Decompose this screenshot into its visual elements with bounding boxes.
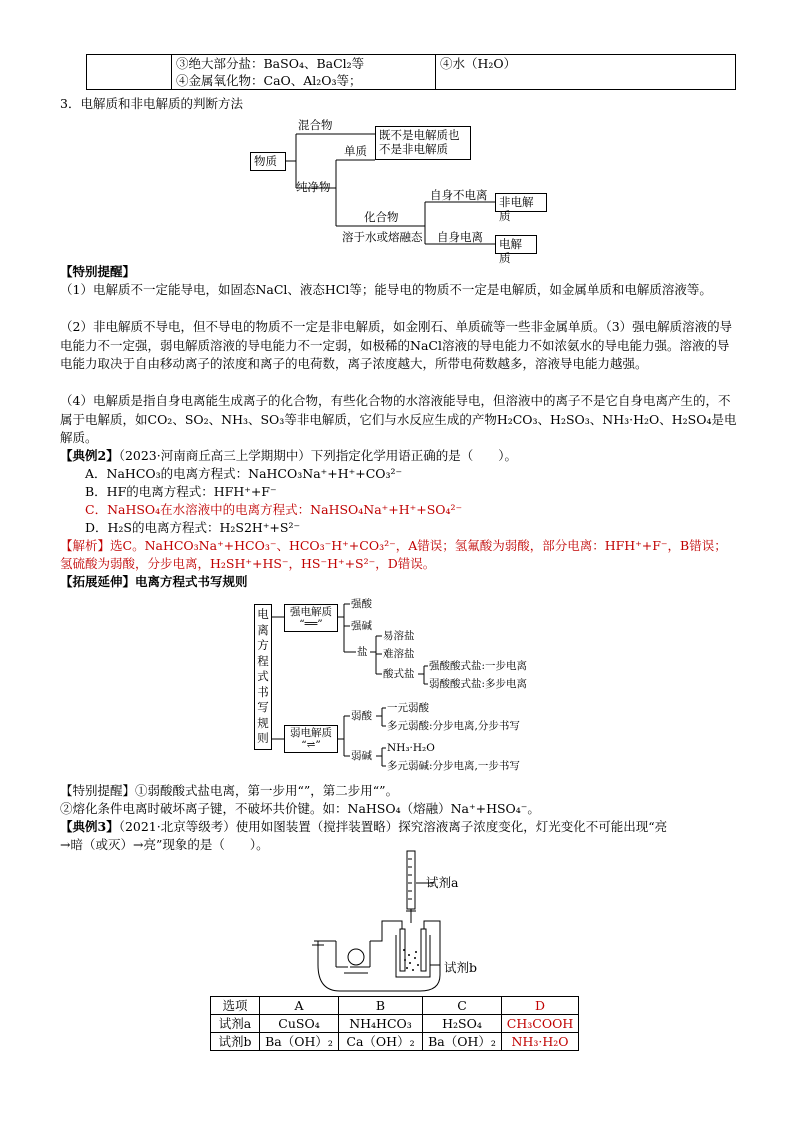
label-condition: 溶于水或熔融态	[342, 230, 423, 244]
polybasic-weak-base: 多元弱碱:分步电离,一步书写	[387, 760, 520, 772]
node-neither	[375, 126, 471, 160]
strong-electrolyte-box: 强电解质 “══”	[284, 604, 338, 632]
example3-line2: →暗（或灭）→亮”现象的是（ ）。	[60, 837, 269, 852]
table-row	[211, 1015, 579, 1033]
table-cell: H₂SO₄	[423, 1015, 502, 1033]
ammonia-water: NH₃·H₂O	[387, 742, 435, 754]
header-cell-answer: D	[502, 997, 579, 1015]
table-cell: NH₄HCO₃	[339, 1015, 423, 1033]
example3-label: 【典例3】	[60, 819, 119, 834]
example3-source: （2021·北京等级考）	[118, 819, 236, 834]
tip2-line2: ②熔化条件电离时破坏离子键，不破坏共价键。如：NaHSO₄（熔融）Na⁺+HSO₄⁻。	[60, 801, 540, 816]
option-c: C．NaHSO₄在水溶液中的电离方程式：NaHSO₄Na⁺+H⁺+SO₄²⁻	[85, 502, 463, 517]
salt: 盐	[357, 646, 368, 658]
reagent-b-label: 试剂b	[444, 960, 478, 975]
neither-line1: 既不是电解质也	[379, 128, 460, 142]
node-electrolyte: 电解质	[495, 235, 537, 254]
label-mixture: 混合物	[298, 118, 333, 132]
salts-line: ③绝大部分盐：BaSO₄、BaCl₂等	[176, 56, 365, 71]
label-self-ionize: 自身电离	[437, 230, 483, 244]
weak-electrolyte-box: 弱电解质 “⇌”	[284, 725, 338, 753]
ionization-rules-diagram	[252, 596, 542, 776]
strong-acid-salt-rule: 强酸酸式盐:一步电离	[429, 660, 528, 672]
table-cell-answer: CH₃COOH	[502, 1015, 579, 1033]
label-element: 单质	[344, 144, 367, 158]
header-cell: A	[260, 997, 339, 1015]
tip1-para2: （2）非电解质不导电，但不导电的物质不一定是非电解质，如金刚石、单质硫等一些非金属单质。（3）强电解质溶液的导电能力不一定强，弱电解质溶液的导电能力不一定弱，如极稀的NaCl溶液的导电能力不如浓氨水的导电能力强。溶液的导电能力取决于自由移动离子的浓度和离子的电荷数，离子浓度越大，所带电荷数越多，溶液导电能力越强。	[60, 319, 733, 371]
oxides-line: ④金属氧化物：CaO、Al₂O₃等；	[176, 73, 362, 88]
polyprotic-weak-acid: 多元弱酸:分步电离,分步书写	[387, 720, 520, 732]
header-cell: C	[423, 997, 502, 1015]
apparatus-diagram	[300, 845, 500, 995]
options-table	[210, 996, 579, 1051]
tip1-para3: （4）电解质是指自身电离能生成离子的化合物，有些化合物的水溶液能导电，但溶液中的离子不是它自身电离产生的，不属于电解质，如CO₂、SO₂、NH₃、SO₃等非电解质，它们与水反应生成的产物H₂CO₃、H₂SO₃、NH₃·H₂O、H₂SO₄是电解质。	[60, 393, 737, 445]
table-row	[211, 997, 579, 1015]
example3-question: 使用如图装置（搅拌装置略）探究溶液离子浓度变化，灯光变化不可能出现“亮	[235, 819, 668, 834]
section-3-title: 3．电解质和非电解质的判断方法	[60, 96, 243, 111]
table-cell: 试剂b	[211, 1033, 260, 1051]
header-cell: B	[339, 997, 423, 1015]
option-b: B．HF的电离方程式：HFH⁺+F⁻	[85, 484, 277, 499]
node-matter: 物质	[250, 152, 286, 171]
table-row	[211, 1033, 579, 1051]
tip1-para1: （1）电解质不一定能导电，如固态NaCl、液态HCl等；能导电的物质不一定是电解质，如金属单质和电解质溶液等。	[60, 282, 712, 297]
example2-label: 【典例2】	[60, 448, 119, 463]
node-nonelectrolyte: 非电解质	[495, 193, 547, 212]
extension-title: 【拓展延伸】电离方程式书写规则	[60, 574, 248, 589]
strong-acid: 强酸	[351, 598, 372, 610]
acid-salt: 酸式盐	[383, 668, 415, 680]
top-table	[86, 54, 736, 90]
classification-diagram	[240, 114, 560, 265]
insoluble-salt: 难溶盐	[383, 648, 415, 660]
weak-acid: 弱酸	[351, 710, 372, 722]
header-cell: 选项	[211, 997, 260, 1015]
table-cell: Ca（OH）₂	[339, 1033, 423, 1051]
neither-line2: 不是非电解质	[379, 142, 448, 156]
option-d: D．H₂S的电离方程式：H₂S2H⁺+S²⁻	[85, 520, 301, 535]
example2-header	[60, 447, 517, 464]
analysis-line2: 氢硫酸为弱酸，分步电离，H₂SH⁺+HS⁻，HS⁻H⁺+S²⁻，D错误。	[60, 556, 436, 571]
example2-source: （2023·河南商丘高三上学期期中）	[118, 448, 311, 463]
top-table-cell-salts	[172, 55, 436, 90]
soluble-salt: 易溶盐	[383, 630, 415, 642]
table-cell: 试剂a	[211, 1015, 260, 1033]
analysis-line1: 【解析】选C。NaHCO₃Na⁺+HCO₃⁻、HCO₃⁻H⁺+CO₃²⁻，A错误；氢氟酸为弱酸，部分电离：HFH⁺+F⁻，B错误；	[60, 538, 727, 553]
rules-vertical-title: 电 离 方 程 式 书 写 规 则	[254, 604, 272, 750]
table-cell: CuSO₄	[260, 1015, 339, 1033]
example3-line1	[60, 818, 667, 835]
strong-base: 强碱	[351, 620, 372, 632]
label-no-ionize: 自身不电离	[430, 188, 488, 202]
label-compound: 化合物	[364, 210, 399, 224]
tip1-title: 【特别提醒】	[60, 264, 136, 279]
monoprotic-weak-acid: 一元弱酸	[387, 702, 429, 714]
label-pure: 纯净物	[296, 180, 331, 194]
weak-acid-salt-rule: 弱酸酸式盐:多步电离	[429, 678, 528, 690]
weak-base: 弱碱	[351, 750, 372, 762]
top-table-cell-empty	[87, 55, 172, 90]
example2-question: 下列指定化学用语正确的是（ ）。	[310, 448, 518, 463]
tip2-line1: 【特别提醒】①弱酸酸式盐电离，第一步用“”，第二步用“”。	[60, 783, 399, 798]
table-cell: Ba（OH）₂	[260, 1033, 339, 1051]
table-cell: Ba（OH）₂	[423, 1033, 502, 1051]
reagent-a-label: 试剂a	[426, 875, 459, 890]
option-a: A．NaHCO₃的电离方程式：NaHCO₃Na⁺+H⁺+CO₃²⁻	[85, 466, 403, 481]
top-table-cell-water: ④水（H₂O）	[436, 55, 736, 90]
table-cell-answer: NH₃·H₂O	[502, 1033, 579, 1051]
